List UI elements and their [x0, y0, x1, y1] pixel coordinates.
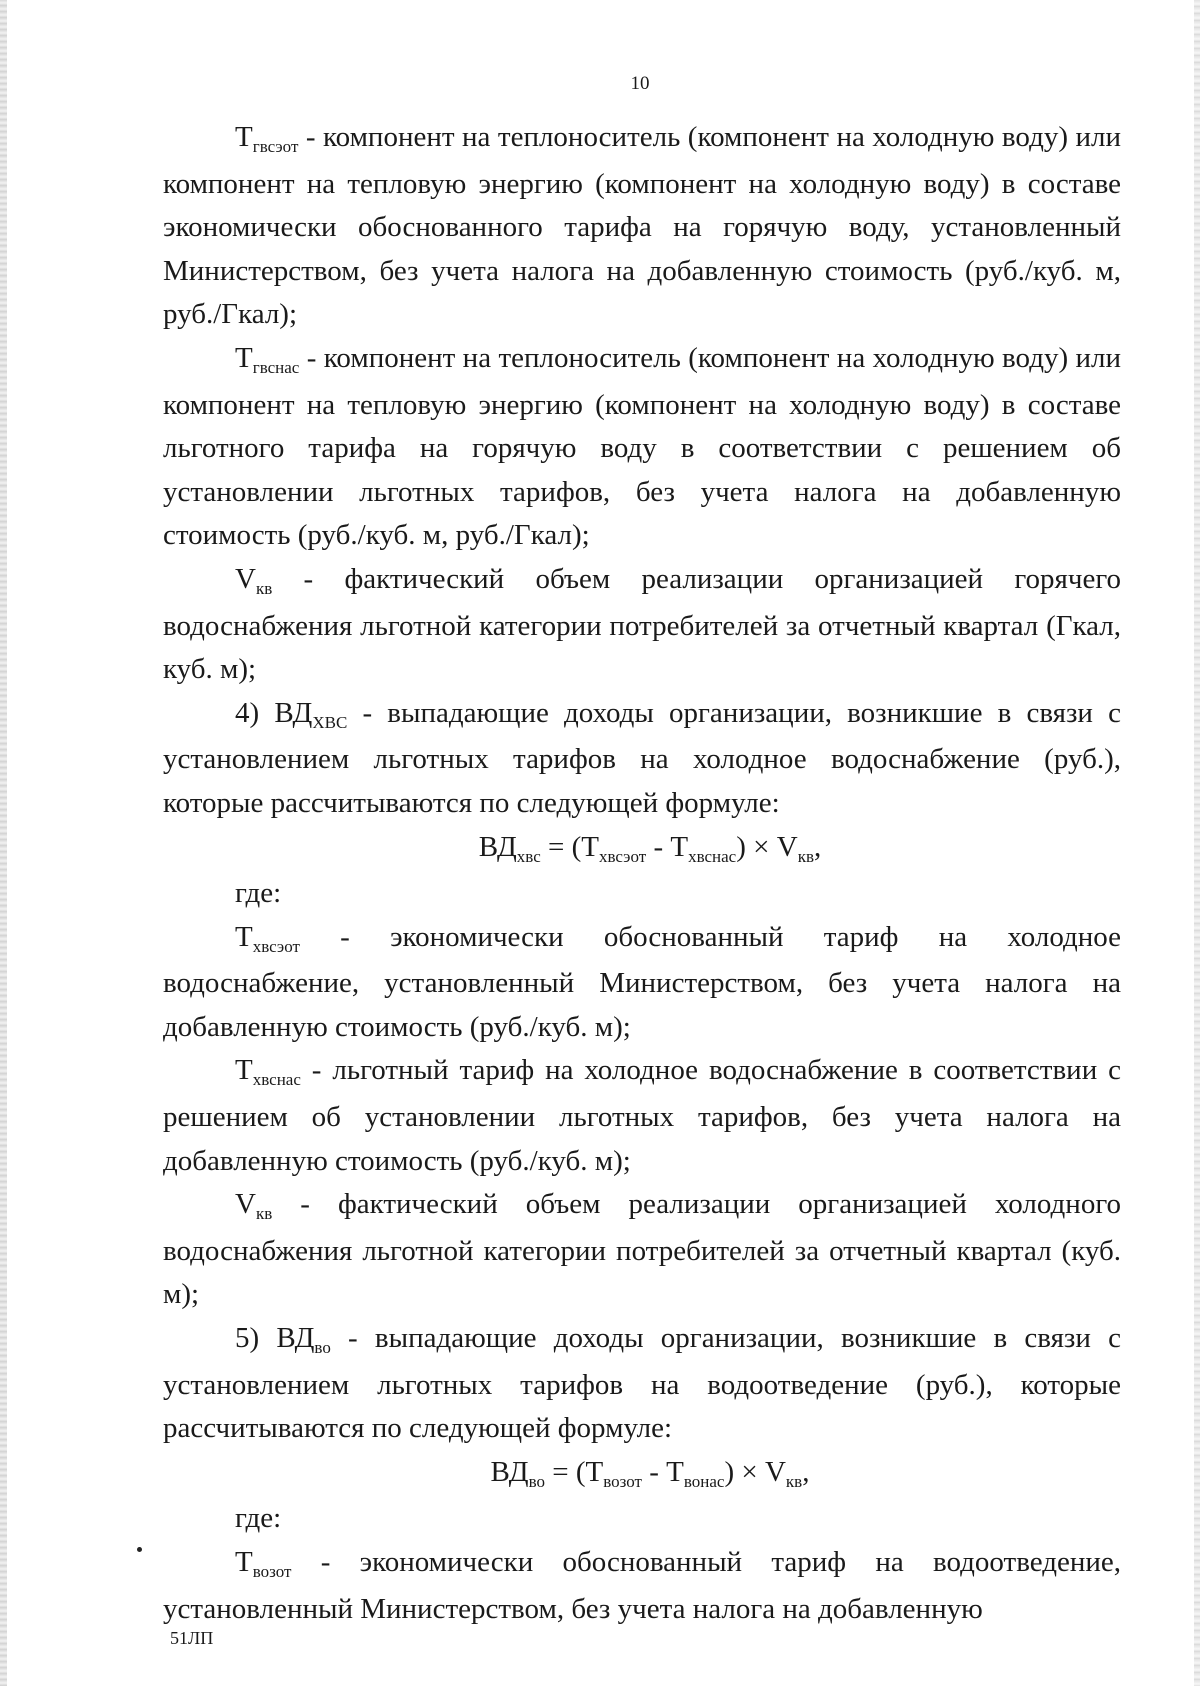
definition-t-vozot [163, 1541, 1121, 1631]
formula-subscript: кв [785, 1471, 803, 1491]
formula-vd-vo [163, 1451, 1121, 1498]
item-lead: 5) ВД [235, 1322, 315, 1355]
variable-symbol: V [235, 1188, 256, 1221]
where-label: где: [235, 877, 282, 910]
formula-subscript: хвс [516, 846, 541, 866]
where-label: где: [235, 1502, 282, 1535]
formula-subscript: вонас [683, 1471, 725, 1491]
variable-symbol: Т [235, 920, 253, 953]
formula-subscript: возот [603, 1471, 642, 1491]
definition-text: - фактический объем реализации организацией холодного водоснабжения льготной категории потребителей за отчетный квартал (куб. м); [163, 1188, 1121, 1311]
definition-t-hvsnas [163, 1049, 1121, 1183]
formula-part: = (Т [540, 830, 599, 863]
variable-symbol: Т [235, 1054, 253, 1087]
formula-subscript: кв [797, 846, 814, 866]
variable-subscript: кв [255, 1204, 273, 1224]
variable-symbol: Т [235, 341, 253, 374]
item-lead: 4) ВД [235, 696, 313, 729]
formula-part: ВД [490, 1455, 529, 1488]
item-text: - выпадающие доходы организации, возникшие в связи с установлением льготных тарифов на водоотведение (руб.), которые рассчитываются по следующей формуле: [163, 1322, 1121, 1445]
formula-subscript: хвсэот [599, 846, 647, 866]
definition-t-gvsnas [163, 337, 1121, 558]
item-4-vd-hvs [163, 692, 1121, 826]
formula-part: , [814, 830, 822, 863]
definition-text: - фактический объем реализации организацией горячего водоснабжения льготной категории потребителей за отчетный квартал (Гкал, куб. м); [163, 562, 1121, 686]
definition-v-kv-hot [163, 558, 1121, 692]
variable-subscript: гвснас [252, 357, 300, 377]
scan-edge-left [0, 0, 7, 1686]
definition-text: - экономически обоснованный тариф на водоотведение, установленный Министерством, без учета налога на добавленную [163, 1546, 1121, 1625]
margin-dot [137, 1547, 142, 1552]
formula-part: , [802, 1455, 810, 1488]
variable-subscript: гвсэот [252, 137, 299, 156]
variable-subscript: хвсэот [252, 936, 300, 956]
footer-document-code: 51ЛП [170, 1628, 214, 1648]
scan-edge-right [1194, 0, 1200, 1686]
formula-part: = (Т [544, 1455, 604, 1488]
formula-part: - Т [646, 830, 689, 863]
variable-symbol: V [235, 562, 256, 595]
definition-text: - компонент на теплоноситель (компонент на холодную воду) или компонент на тепловую энергию (компонент на холодную воду) в составе льготного тарифа на горячую воду в соответствии с решением об установлении льготных тарифов, без учета налога на добавленную стоимость (руб./куб. м, руб./Гкал); [163, 341, 1121, 552]
variable-subscript: хвснас [252, 1070, 301, 1090]
definition-v-kv-cold [163, 1183, 1121, 1317]
formula-subscript: хвснас [688, 846, 737, 866]
definition-t-hvseot [163, 916, 1121, 1050]
formula-vd-hvs [163, 826, 1121, 873]
document-body [163, 116, 1121, 1631]
item-text: - выпадающие доходы организации, возникшие в связи с установлением льготных тарифов на холодное водоснабжение (руб.), которые рассчитываются по следующей формуле: [163, 696, 1121, 819]
definition-text: - компонент на теплоноситель (компонент на холодную воду) или компонент на тепловую энергию (компонент на холодную воду) в составе экономически обоснованного тарифа на горячую воду, установленный Министерством, без учета налога на добавленную стоимость (руб./куб. м, руб./Гкал); [163, 121, 1121, 331]
item-5-vd-vo [163, 1317, 1121, 1451]
page-number: 10 [630, 73, 650, 94]
formula-subscript: во [528, 1471, 545, 1491]
variable-subscript: возот [252, 1562, 292, 1581]
formula-part: ) × V [736, 830, 798, 863]
formula-part: ) × V [724, 1455, 786, 1488]
formula-part: ВД [478, 830, 517, 863]
variable-subscript: во [314, 1338, 331, 1358]
formula-part: - Т [641, 1455, 684, 1488]
variable-symbol: Т [235, 121, 253, 153]
definition-t-gvseot [163, 116, 1121, 337]
definition-text: - льготный тариф на холодное водоснабжение в соответствии с решением об установлении льготных тарифов, без учета налога на добавленную стоимость (руб./куб. м); [163, 1054, 1121, 1177]
definition-text: - экономически обоснованный тариф на холодное водоснабжение, установленный Министерством, без учета налога на добавленную стоимость (руб./куб. м); [163, 920, 1121, 1043]
variable-subscript: ХВС [312, 712, 348, 732]
variable-subscript: кв [255, 578, 273, 598]
variable-symbol: Т [235, 1546, 253, 1578]
